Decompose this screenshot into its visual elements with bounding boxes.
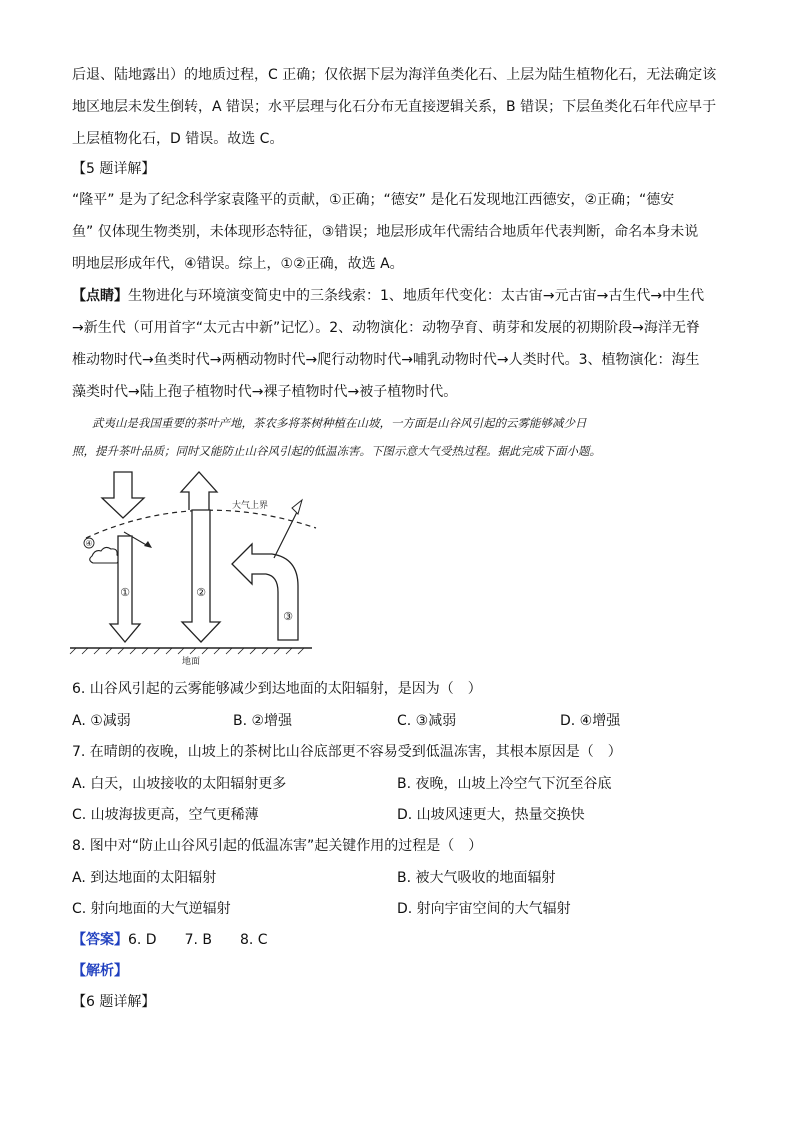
arrow-3 xyxy=(232,544,298,640)
paragraph-line: 椎动物时代→鱼类时代→两栖动物时代→爬行动物时代→哺乳动物时代→人类时代。3、植物演化：海生 xyxy=(72,352,700,368)
question-8-option-d[interactable]: D. 射向宇宙空间的大气辐射 xyxy=(397,901,571,917)
paragraph-line: 鱼” 仅体现生物类别，未体现形态特征，③错误；地层形成年代需结合地质年代表判断，命名本身未说 xyxy=(72,224,699,240)
question-6-option-c[interactable]: C. ③减弱 xyxy=(397,713,457,729)
question-6-stem: 6. 山谷风引起的云雾能够减少到达地面的太阳辐射，是因为（ ） xyxy=(72,681,482,697)
label-2: ② xyxy=(196,586,206,599)
question-6-option-a[interactable]: A. ①减弱 xyxy=(72,713,131,729)
dianjing-text: 生物进化与环境演变简史中的三条线索：1、地质年代变化：太古宙→元古宙→古生代→中生代 xyxy=(128,288,705,304)
question-7-option-b[interactable]: B. 夜晚，山坡上冷空气下沉至谷底 xyxy=(397,776,612,792)
label-1: ① xyxy=(120,586,130,599)
question-6-option-b[interactable]: B. ②增强 xyxy=(233,713,293,729)
question-7-option-d[interactable]: D. 山坡风速更大，热量交换快 xyxy=(397,807,585,823)
paragraph-line: 上层植物化石，D 错误。故选 C。 xyxy=(72,131,284,147)
question-8-option-b[interactable]: B. 被大气吸收的地面辐射 xyxy=(397,870,556,886)
label-3: ③ xyxy=(283,610,293,623)
ground-hatching xyxy=(70,648,304,654)
paragraph-line: 后退、陆地露出）的地质过程，C 正确；仅依据下层为海洋鱼类化石、上层为陆生植物化石，无法确定该 xyxy=(72,67,717,83)
cloud-icon xyxy=(90,547,120,563)
paragraph-line: 藻类时代→陆上孢子植物时代→裸子植物时代→被子植物时代。 xyxy=(72,384,458,400)
atmosphere-label: 大气上界 xyxy=(232,501,269,511)
question-8-option-c[interactable]: C. 射向地面的大气逆辐射 xyxy=(72,901,231,917)
paragraph-line xyxy=(72,285,732,307)
arrow-2-up xyxy=(181,472,217,510)
dianjing-label: 【点睛】 xyxy=(72,288,128,304)
question-7-option-c[interactable]: C. 山坡海拔更高，空气更稀薄 xyxy=(72,807,259,823)
paragraph-line: “隆平” 是为了纪念科学家袁隆平的贡献，①正确；“德安” 是化石发现地江西德安，②正确；“德安 xyxy=(72,192,675,208)
incoming-solar-arrow xyxy=(102,472,144,518)
atmospheric-heating-diagram xyxy=(66,468,326,668)
paragraph-line: 明地层形成年代，④错误。综上，①②正确，故选 A。 xyxy=(72,256,404,272)
answer-line xyxy=(72,929,732,951)
outgoing-radiation-arrow xyxy=(274,510,298,558)
answer-text: 6. D 7. B 8. C xyxy=(128,932,268,948)
paragraph-line: →新生代（可用首字“太元古中新”记忆）。2、动物演化：动物孕育、萌芽和发展的初期阶段→海洋无脊 xyxy=(72,320,700,336)
paragraph-line: 地区地层未发生倒转，A 错误；水平层理与化石分布无直接逻辑关系，B 错误；下层鱼类化石年代应早于 xyxy=(72,99,717,115)
passage-line: 照，提升茶叶品质；同时又能防止山谷风引起的低温冻害。下图示意大气受热过程。据此完成下面小题。 xyxy=(72,444,601,458)
label-4: ④ xyxy=(85,539,93,548)
passage-line: 武夷山是我国重要的茶叶产地，茶农多将茶树种植在山坡，一方面是山谷风引起的云雾能够减少日 xyxy=(92,416,587,430)
question-8-stem: 8. 图中对“防止山谷风引起的低温冻害”起关键作用的过程是（ ） xyxy=(72,838,483,854)
ground-label: 地面 xyxy=(181,657,201,667)
question-8-option-a[interactable]: A. 到达地面的太阳辐射 xyxy=(72,870,217,886)
question-6-option-d[interactable]: D. ④增强 xyxy=(560,713,621,729)
question-7-stem: 7. 在晴朗的夜晚，山坡上的茶树比山谷底部更不容易受到低温冻害，其根本原因是（ ） xyxy=(72,744,622,760)
question-7-option-a[interactable]: A. 白天，山坡接收的太阳辐射更多 xyxy=(72,776,287,792)
section-header-q5: 【5 题详解】 xyxy=(72,161,156,177)
analysis-label: 【解析】 xyxy=(72,963,128,979)
section-header-q6: 【6 题详解】 xyxy=(72,994,156,1010)
answer-label: 【答案】 xyxy=(72,932,128,948)
arrow-2-body xyxy=(182,510,220,642)
